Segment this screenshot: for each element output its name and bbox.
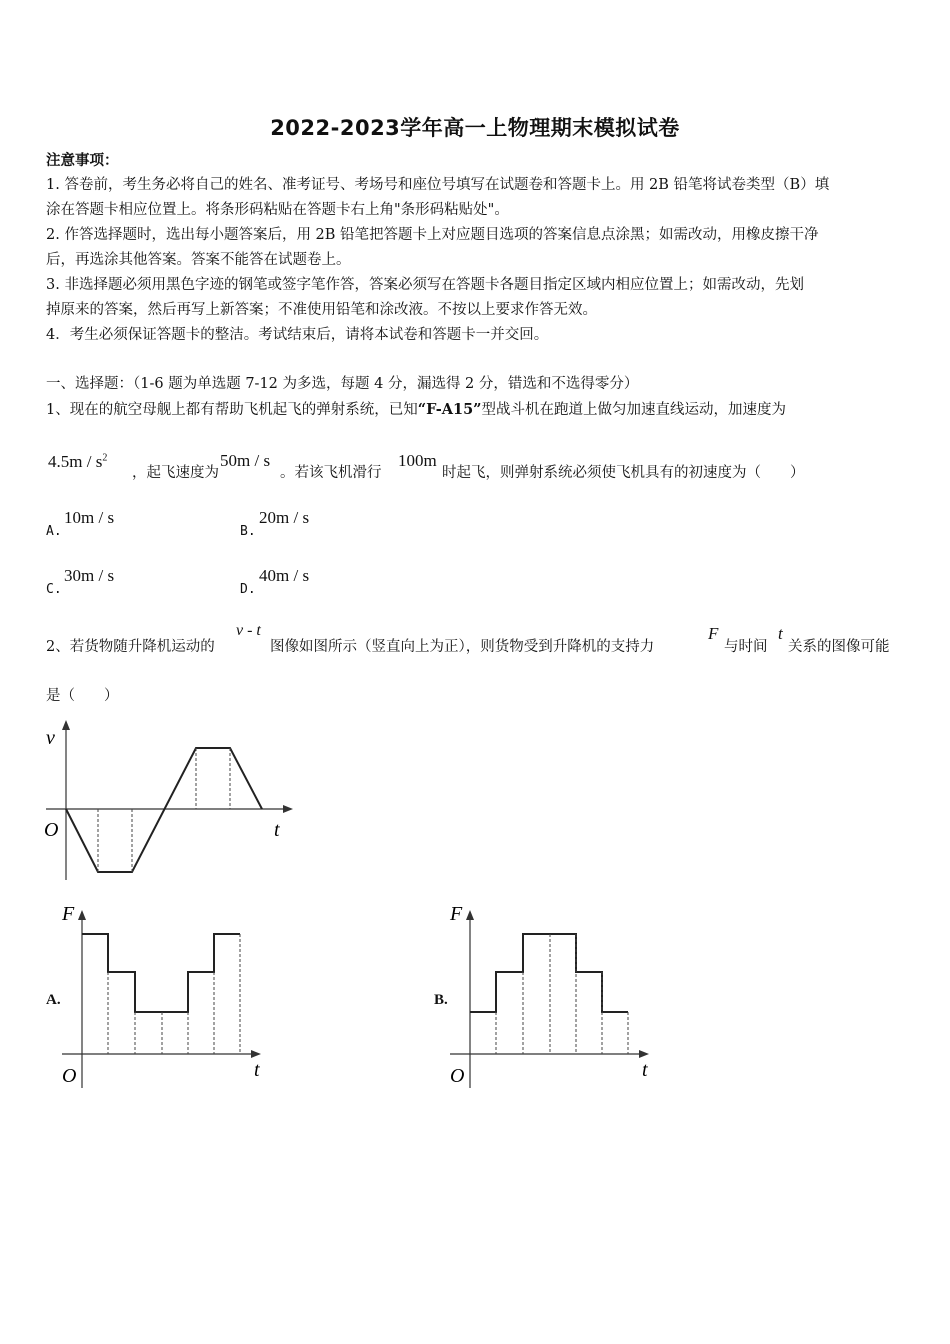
t-label: t <box>274 819 280 841</box>
notice-line: 涂在答题卡相应位置上。将条形码粘贴在答题卡右上角"条形码粘贴处"。 <box>46 202 509 218</box>
q2-text: 与时间 <box>724 639 768 655</box>
q1-text: ，起飞速度为 <box>132 465 219 481</box>
t-axis-arrow <box>639 1050 649 1058</box>
q2-text: 图像如图所示（竖直向上为正），则货物受到升降机的支持力 <box>270 639 655 655</box>
q2-vt: v - t <box>236 622 261 639</box>
q2-text: 关系的图像可能 <box>788 639 890 655</box>
q1-text: 时起飞，则弹射系统必须使飞机具有的初速度为（ ） <box>442 465 805 481</box>
q2-text: 2、若货物随升降机运动的 <box>46 639 215 655</box>
v-axis-arrow <box>62 720 70 730</box>
vt-curve <box>66 748 262 872</box>
q2-option-a-graph[interactable] <box>56 898 276 1094</box>
origin-label: O <box>62 1065 77 1087</box>
origin-label: O <box>44 819 59 841</box>
q1-text: 。若该飞机滑行 <box>280 465 382 481</box>
F-axis-arrow <box>466 910 474 920</box>
q2-option-b-label[interactable]: B. <box>434 992 448 1008</box>
t-axis-arrow <box>251 1050 261 1058</box>
q1-distance: 100m <box>398 451 437 470</box>
q2-F: F <box>708 624 719 643</box>
F-curve <box>82 934 240 1012</box>
notice-heading: 注意事项： <box>46 152 119 169</box>
q1-acceleration: $4.5m / s^2$ <box>48 452 108 471</box>
notice-line: 后，再选涂其他答案。答案不能答在试题卷上。 <box>46 252 351 268</box>
q1-speed: 50m / s <box>220 451 271 470</box>
notice-line: 掉原来的答案，然后再写上新答案；不准使用铅笔和涂改液。不按以上要求作答无效。 <box>46 302 597 318</box>
notice-line: 3. 非选择题必须用黑色字迹的钢笔或签字笔作答，答案必须写在答题卡各题目指定区域内相应位置上；如需改动，先划 <box>46 277 804 293</box>
F-label: F <box>450 903 463 925</box>
t-axis-arrow <box>283 805 293 813</box>
F-axis-arrow <box>78 910 86 920</box>
origin-label: O <box>450 1065 465 1087</box>
t-label: t <box>642 1059 648 1081</box>
F-label: F <box>62 903 75 925</box>
q1-stem-line1: 1、现在的航空母舰上都有帮助飞机起飞的弹射系统，已知“F-A15”型战斗机在跑道上做匀加速直线运动，加速度为 <box>46 401 787 418</box>
q2-option-a-label[interactable]: A. <box>46 992 61 1008</box>
q2-stem-line2: 是（ ） <box>46 688 119 704</box>
q2-t: t <box>778 624 783 643</box>
page-title: 2022-2023学年高一上物理期末模拟试卷 <box>270 116 680 140</box>
F-curve <box>470 934 628 1012</box>
notice-line: 2. 作答选择题时，选出每小题答案后，用 2B 铅笔把答题卡上对应题目选项的答案信息点涂黑；如需改动，用橡皮擦干净 <box>46 227 819 243</box>
notice-line: 4．考生必须保证答题卡的整洁。考试结束后，请将本试卷和答题卡一并交回。 <box>46 327 549 343</box>
notice-line: 1. 答卷前，考生务必将自己的姓名、准考证号、考场号和座位号填写在试题卷和答题卡上。用 2B 铅笔将试卷类型（B）填 <box>46 177 830 193</box>
t-label: t <box>254 1059 260 1081</box>
section-heading: 一、选择题：（1-6 题为单选题 7-12 为多选，每题 4 分，漏选得 2 分，错选和不选得零分） <box>46 376 639 392</box>
q2-option-b-graph[interactable] <box>444 898 664 1094</box>
v-label: v <box>46 727 55 749</box>
vt-graph <box>40 718 300 886</box>
